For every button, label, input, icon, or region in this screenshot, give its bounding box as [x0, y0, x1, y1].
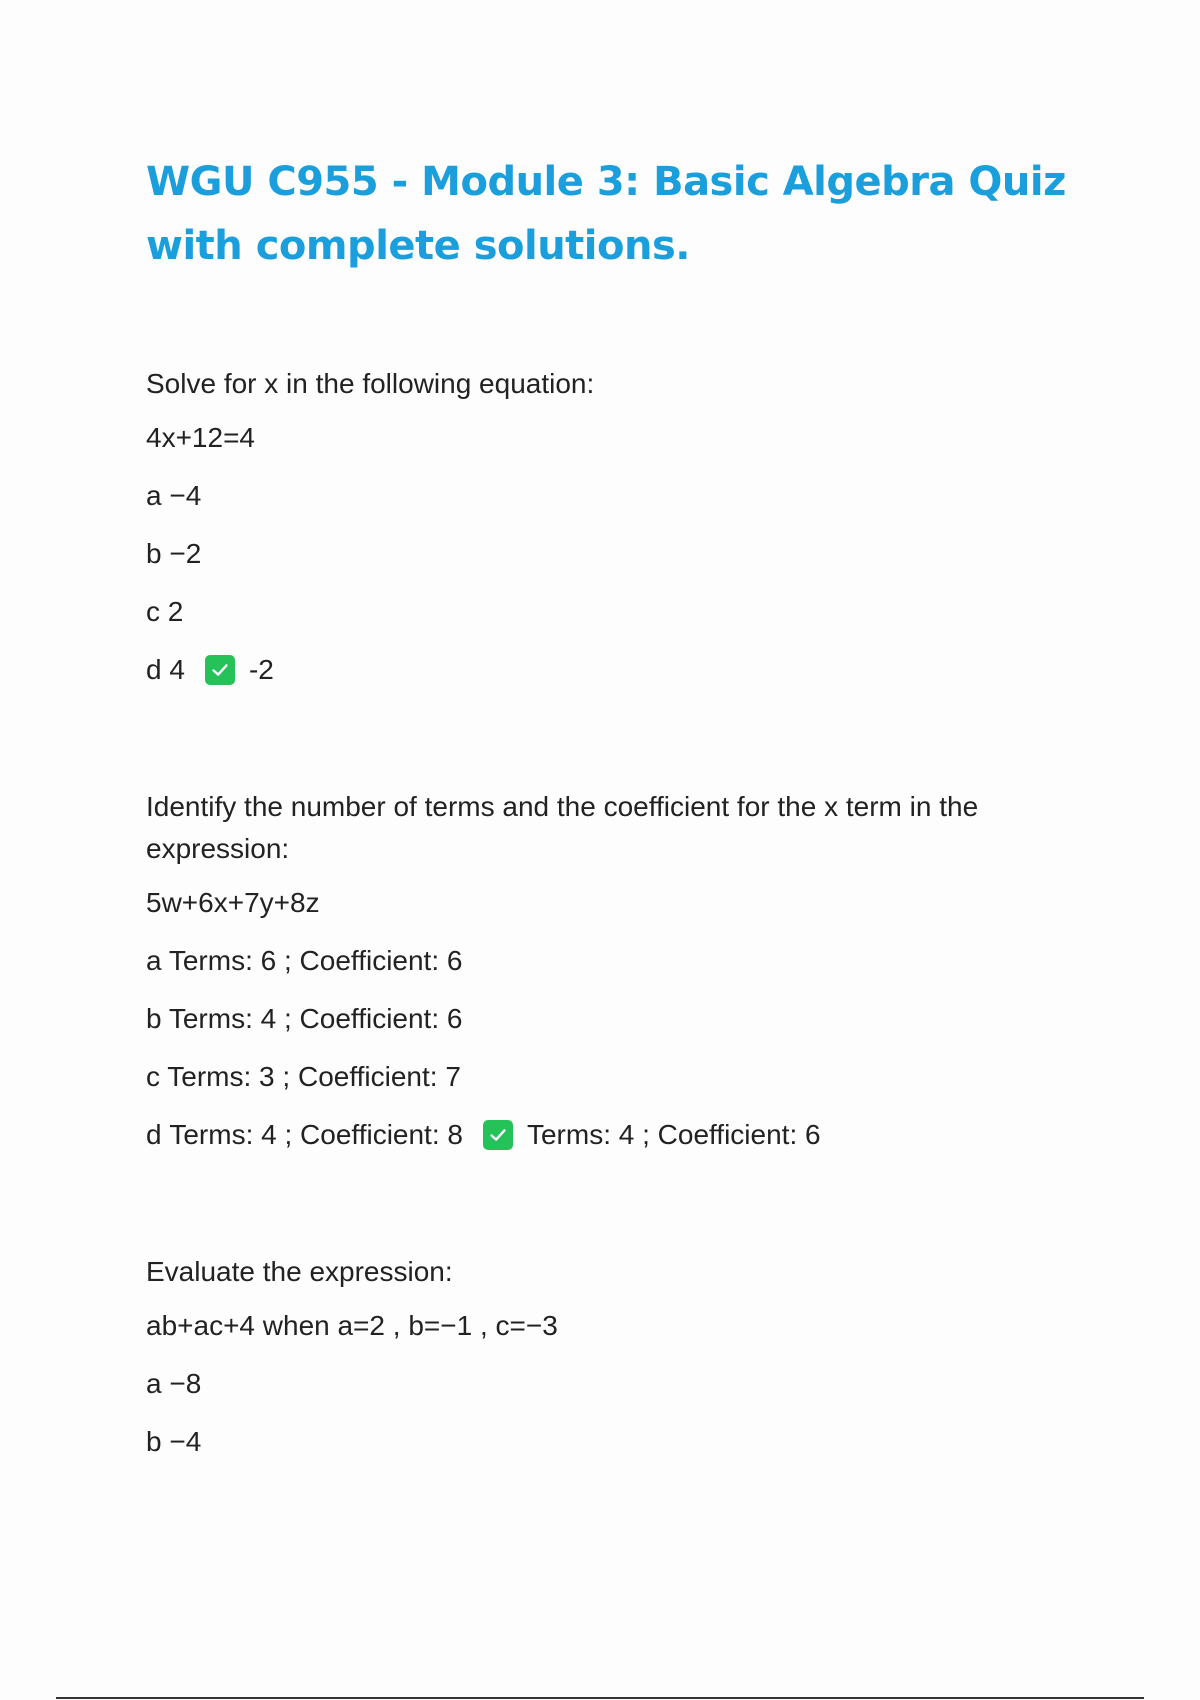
- question-expression: 4x+12=4: [146, 422, 255, 453]
- check-mark-icon: [205, 655, 235, 685]
- option-d: [146, 649, 1076, 691]
- option-text: −4: [169, 1426, 202, 1457]
- page-bottom-rule: [56, 1697, 1144, 1699]
- option-b: [146, 1421, 1076, 1463]
- option-text: −4: [169, 480, 202, 511]
- question-1: [146, 363, 1076, 691]
- document-page: [146, 150, 1076, 1479]
- option-letter: a: [146, 945, 162, 976]
- question-prompt: Evaluate the expression:: [146, 1256, 453, 1287]
- question-3: [146, 1251, 1076, 1463]
- question-prompt: Solve for x in the following equation:: [146, 368, 595, 399]
- option-text: −8: [169, 1368, 202, 1399]
- option-text: Terms: 6 ; Coefficient: 6: [168, 945, 463, 976]
- correct-answer: Terms: 4 ; Coefficient: 6: [526, 1119, 821, 1150]
- option-letter: b: [146, 1426, 162, 1457]
- option-c: [146, 1056, 1076, 1098]
- option-letter: b: [146, 1003, 162, 1034]
- option-letter: a: [146, 480, 162, 511]
- option-a: [146, 940, 1076, 982]
- option-d: [146, 1114, 1076, 1156]
- option-a: [146, 475, 1076, 517]
- option-b: [146, 533, 1076, 575]
- option-text: Terms: 3 ; Coefficient: 7: [167, 1061, 461, 1092]
- question-2: [146, 786, 1076, 1156]
- option-text: −2: [169, 538, 202, 569]
- option-text: 4: [169, 654, 185, 685]
- document-title: WGU C955 - Module 3: Basic Algebra Quiz with complete solutions.: [146, 159, 1066, 269]
- option-text: Terms: 4 ; Coefficient: 6: [168, 1003, 463, 1034]
- correct-answer: -2: [248, 654, 274, 685]
- option-c: [146, 591, 1076, 633]
- option-b: [146, 998, 1076, 1040]
- question-expression: 5w+6x+7y+8z: [146, 887, 320, 918]
- option-letter: c: [146, 596, 160, 627]
- option-letter: b: [146, 538, 162, 569]
- option-letter: d: [146, 654, 162, 685]
- option-a: [146, 1363, 1076, 1405]
- option-text: Terms: 4 ; Coefficient: 8: [169, 1119, 463, 1150]
- option-letter: a: [146, 1368, 162, 1399]
- question-prompt: Identify the number of terms and the coefficient for the x term in the expression:: [146, 791, 979, 864]
- option-text: 2: [167, 596, 184, 627]
- check-mark-icon: [483, 1120, 513, 1150]
- option-letter: d: [146, 1119, 162, 1150]
- option-letter: c: [146, 1061, 160, 1092]
- question-expression: ab+ac+4 when a=2 , b=−1 , c=−3: [146, 1310, 558, 1341]
